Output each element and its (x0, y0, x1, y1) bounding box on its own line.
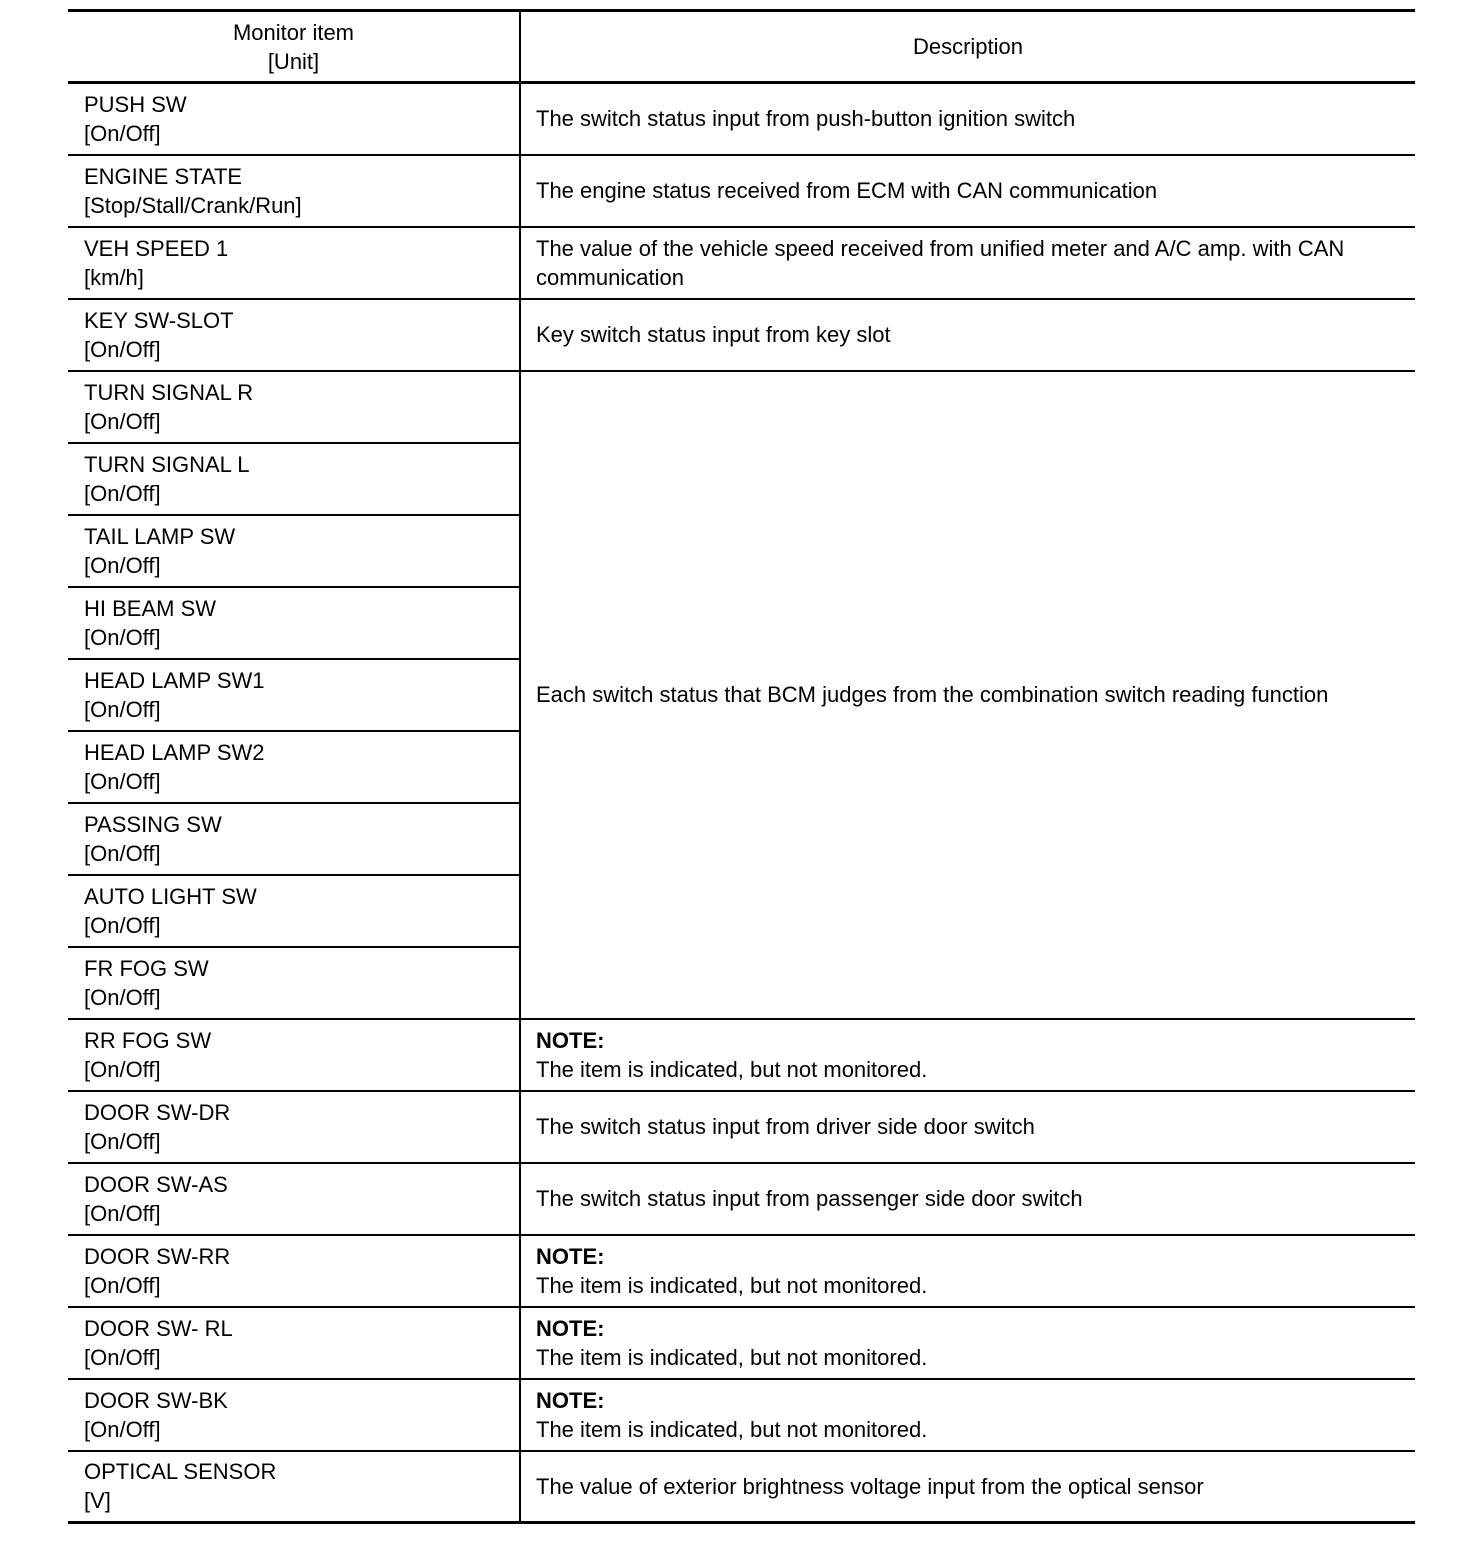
monitor-item-unit: [On/Off] (84, 768, 161, 794)
monitor-item-unit: [On/Off] (84, 1272, 161, 1298)
monitor-item-cell (68, 83, 520, 155)
monitor-item-unit: [On/Off] (84, 552, 161, 578)
monitor-item-unit: [km/h] (84, 264, 144, 290)
description-cell (520, 1163, 1415, 1235)
monitor-item-cell (68, 515, 520, 587)
monitor-item-cell (68, 1019, 520, 1091)
header-unit-label: [Unit] (267, 48, 320, 74)
monitor-item-name: HEAD LAMP SW1 (84, 667, 265, 693)
monitor-item-cell (68, 1235, 520, 1307)
monitor-item-unit: [On/Off] (84, 624, 161, 650)
monitor-item-name: DOOR SW-RR (84, 1243, 231, 1269)
monitor-item-cell (68, 227, 520, 299)
description-cell (520, 1451, 1415, 1523)
description-cell (520, 83, 1415, 155)
note-label: NOTE: (536, 1315, 605, 1341)
monitor-item-unit: [On/Off] (84, 912, 161, 938)
header-row (68, 11, 1415, 83)
monitor-item-name: VEH SPEED 1 (84, 235, 229, 261)
monitor-item-name: KEY SW-SLOT (84, 307, 234, 333)
monitor-item-name: RR FOG SW (84, 1027, 212, 1053)
monitor-item-unit: [On/Off] (84, 1200, 161, 1226)
table-row (68, 1451, 1415, 1523)
monitor-item-cell (68, 731, 520, 803)
description-text: The engine status received from ECM with CAN communication (536, 178, 1158, 203)
monitor-item-name: DOOR SW-BK (84, 1387, 228, 1413)
description-text: The switch status input from driver side door switch (536, 1114, 1035, 1139)
description-cell (520, 1235, 1415, 1307)
description-cell (520, 1019, 1415, 1091)
monitor-item-name: ENGINE STATE (84, 163, 243, 189)
note-label: NOTE: (536, 1027, 605, 1053)
description-cell (520, 299, 1415, 371)
monitor-item-name: HEAD LAMP SW2 (84, 739, 265, 765)
description-text: The item is indicated, but not monitored. (536, 1416, 928, 1442)
monitor-item-cell (68, 1163, 520, 1235)
description-text: The switch status input from push-button ignition switch (536, 106, 1076, 132)
monitor-item-cell (68, 659, 520, 731)
monitor-item-name: HI BEAM SW (84, 595, 217, 621)
monitor-item-name: TURN SIGNAL L (84, 451, 250, 477)
monitor-item-unit: [On/Off] (84, 336, 161, 362)
table-row (68, 155, 1415, 227)
note-label: NOTE: (536, 1387, 605, 1413)
monitor-item-cell (68, 587, 520, 659)
monitor-item-cell (68, 947, 520, 1019)
monitor-item-name: DOOR SW-DR (84, 1099, 231, 1125)
table-row (68, 1091, 1415, 1163)
monitor-item-unit: [Stop/Stall/Crank/Run] (84, 192, 302, 218)
monitor-item-name: OPTICAL SENSOR (84, 1459, 277, 1485)
description-cell (520, 1307, 1415, 1379)
monitor-item-name: DOOR SW- RL (84, 1315, 233, 1341)
monitor-item-unit: [On/Off] (84, 840, 161, 866)
note-label: NOTE: (536, 1243, 605, 1269)
table-row (68, 83, 1415, 155)
monitor-item-cell (68, 803, 520, 875)
monitor-item-name: AUTO LIGHT SW (84, 883, 257, 909)
monitor-item-unit: [On/Off] (84, 696, 161, 722)
monitor-item-name: DOOR SW-AS (84, 1171, 228, 1197)
description-text: Key switch status input from key slot (536, 322, 891, 347)
monitor-item-cell (68, 875, 520, 947)
monitor-item-cell (68, 443, 520, 515)
description-text: The value of exterior brightness voltage input from the optical sensor (536, 1473, 1204, 1499)
monitor-item-unit: [On/Off] (84, 408, 161, 434)
table-header (68, 11, 1415, 83)
description-text: The switch status input from passenger side door switch (536, 1186, 1083, 1211)
table-row (68, 227, 1415, 299)
table-row (68, 1235, 1415, 1307)
description-text: Each switch status that BCM judges from the combination switch reading function (536, 682, 1329, 707)
table-row (68, 371, 1415, 443)
header-item-label: Monitor item (232, 19, 355, 45)
monitor-item-cell (68, 1091, 520, 1163)
table-row (68, 1307, 1415, 1379)
description-cell (520, 1379, 1415, 1451)
monitor-item-name: PASSING SW (84, 811, 222, 837)
monitor-item-unit: [On/Off] (84, 1416, 161, 1442)
monitor-item-unit: [On/Off] (84, 1128, 161, 1154)
header-description-label: Description (912, 34, 1024, 59)
monitor-item-unit: [On/Off] (84, 1056, 161, 1082)
monitor-item-table-container (68, 9, 1415, 1524)
description-text: The item is indicated, but not monitored. (536, 1056, 928, 1082)
monitor-item-cell (68, 1307, 520, 1379)
description-cell-merged (520, 371, 1415, 1019)
table-row (68, 1163, 1415, 1235)
description-cell (520, 227, 1415, 299)
table-row (68, 1379, 1415, 1451)
monitor-item-unit: [On/Off] (84, 480, 161, 506)
monitor-item-unit: [On/Off] (84, 1344, 161, 1370)
monitor-item-unit: [On/Off] (84, 120, 161, 146)
header-monitor-item (68, 11, 520, 83)
description-cell (520, 1091, 1415, 1163)
monitor-item-cell (68, 299, 520, 371)
monitor-item-cell (68, 1451, 520, 1523)
monitor-item-name: FR FOG SW (84, 955, 209, 981)
table-body (68, 83, 1415, 1523)
description-cell (520, 155, 1415, 227)
monitor-item-name: TURN SIGNAL R (84, 379, 254, 405)
description-text: The item is indicated, but not monitored. (536, 1344, 928, 1370)
monitor-item-cell (68, 371, 520, 443)
monitor-item-name: PUSH SW (84, 91, 187, 117)
monitor-item-cell (68, 1379, 520, 1451)
monitor-item-table (68, 9, 1415, 1524)
header-description (520, 11, 1415, 83)
description-text: The value of the vehicle speed received from unified meter and A/C amp. with CAN communication (536, 235, 1345, 290)
monitor-item-cell (68, 155, 520, 227)
monitor-item-unit: [V] (84, 1488, 111, 1514)
table-row (68, 299, 1415, 371)
description-text: The item is indicated, but not monitored. (536, 1272, 928, 1298)
monitor-item-unit: [On/Off] (84, 984, 161, 1010)
monitor-item-name: TAIL LAMP SW (84, 523, 236, 549)
table-row (68, 1019, 1415, 1091)
